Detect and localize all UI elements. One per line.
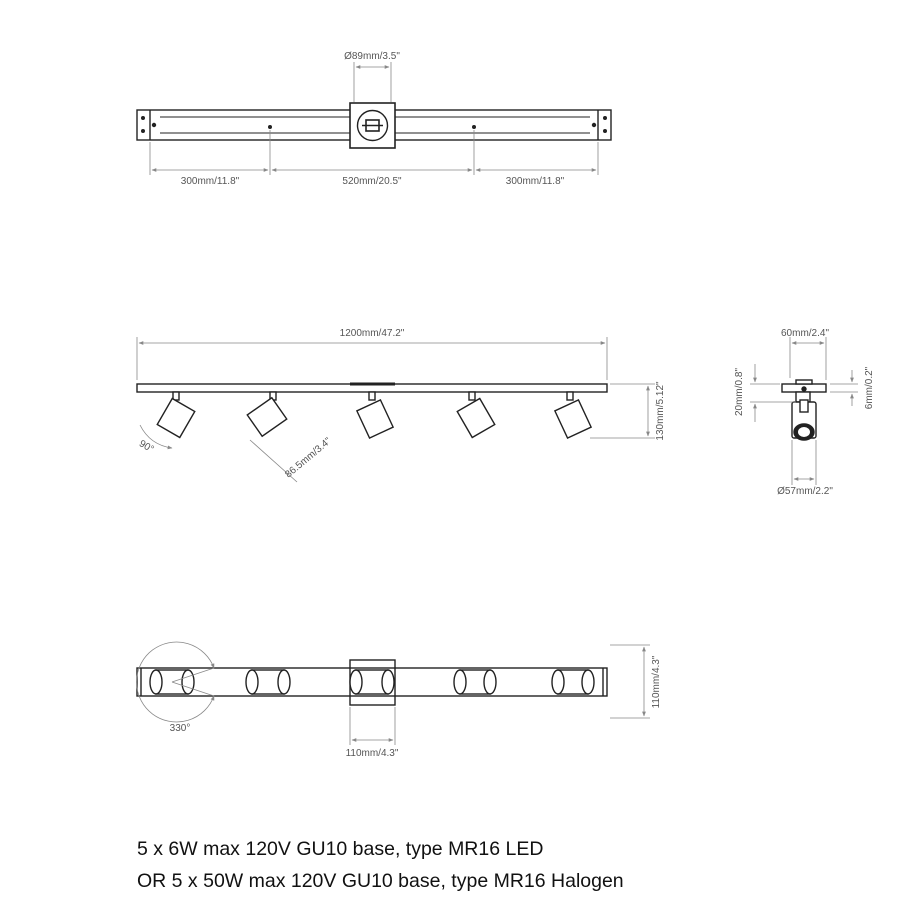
- caption-line-2: OR 5 x 50W max 120V GU10 base, type MR16 Halogen: [137, 870, 624, 892]
- end-screws-right: [592, 116, 607, 133]
- bottom-rotation-label: 330°: [169, 723, 191, 734]
- spotlight-1: [157, 392, 195, 437]
- bottom-spotlight-5: [552, 670, 594, 694]
- bottom-depth-label: 110mm/4.3": [651, 655, 662, 709]
- side-width-label: 60mm/2.4": [780, 328, 830, 339]
- bottom-spotlight-2: [246, 670, 290, 694]
- side-spotlight-head: [792, 400, 816, 440]
- spotlight-4: [457, 392, 495, 437]
- top-left-span-label: 300mm/11.8": [180, 176, 240, 187]
- side-view: [734, 328, 875, 497]
- mount-hole-right: [472, 125, 476, 129]
- side-mount-depth-label: 20mm/0.8": [734, 367, 745, 417]
- end-screws-left: [141, 116, 156, 133]
- bottom-spotlight-4: [454, 670, 496, 694]
- side-mount-plate: [782, 380, 826, 402]
- front-arm-label: 86.5mm/3.4": [283, 435, 334, 481]
- front-view: [137, 328, 666, 482]
- top-diameter-label: Ø89mm/3.5": [344, 51, 400, 62]
- front-length-label: 1200mm/47.2": [339, 328, 405, 339]
- front-height-label: 130mm/5.12": [655, 381, 666, 441]
- spotlight-2: [247, 392, 286, 436]
- top-right-span-label: 300mm/11.8": [505, 176, 565, 187]
- side-plate-label: 6mm/0.2": [864, 366, 875, 410]
- mount-hole-left: [268, 125, 272, 129]
- front-angle-label: 90°: [136, 438, 156, 456]
- side-head-diameter-label: Ø57mm/2.2": [777, 486, 833, 497]
- spotlight-5: [555, 392, 591, 438]
- bottom-view: [137, 642, 662, 759]
- canopy-top: [350, 103, 395, 148]
- caption-line-1: 5 x 6W max 120V GU10 base, type MR16 LED: [137, 838, 544, 860]
- spotlight-3: [357, 392, 393, 438]
- top-view: [137, 51, 611, 187]
- bottom-canopy-width-label: 110mm/4.3": [345, 748, 399, 759]
- top-center-span-label: 520mm/20.5": [342, 176, 402, 187]
- bottom-spotlight-3: [350, 670, 394, 694]
